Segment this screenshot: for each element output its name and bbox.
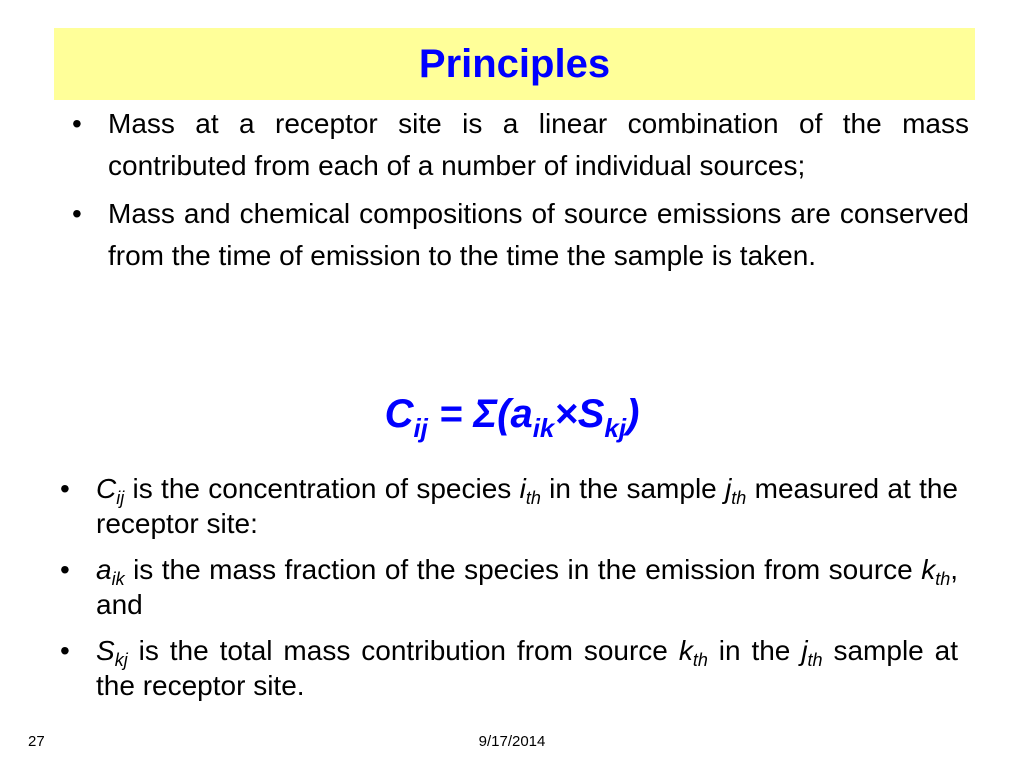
title-bar — [54, 28, 975, 100]
slide-number: 27 — [28, 733, 45, 750]
bullet-icon: • — [72, 108, 82, 139]
var-k-sub: th — [935, 569, 951, 589]
definition-text: in the — [707, 635, 802, 666]
definition-text: sample at the receptor site. — [96, 635, 959, 701]
bullet-icon: • — [60, 635, 70, 666]
formula-c-sub: ij — [413, 413, 428, 443]
bullet-icon: • — [72, 198, 82, 229]
var-i-sub: th — [525, 488, 541, 508]
list-item — [72, 193, 969, 277]
definitions-list — [60, 471, 958, 714]
bullet-icon: • — [60, 554, 70, 585]
symbol-a: a — [96, 554, 112, 585]
var-k-sub: th — [692, 650, 708, 670]
slide-date: 9/17/2014 — [478, 733, 546, 750]
list-item — [60, 633, 958, 703]
var-j: j — [725, 473, 732, 504]
formula-times: × — [554, 392, 578, 436]
definition-text: measured at the receptor site: — [96, 473, 959, 539]
slide-title: Principles — [418, 41, 611, 86]
bullet-icon: • — [60, 473, 70, 504]
symbol-a-sub: ik — [111, 569, 125, 589]
var-k: k — [921, 554, 936, 585]
var-j: j — [801, 635, 808, 666]
bullet-text: Mass at a receptor site is a linear combination of the mass contributed from each of a number of individual sources; — [108, 108, 969, 181]
bullet-text: Mass and chemical compositions of source emissions are conserved from the time of emission to the time the sample is taken. — [108, 198, 969, 271]
list-item — [60, 471, 958, 541]
symbol-s-sub: kj — [114, 650, 128, 670]
list-item — [72, 103, 969, 187]
formula-a-sub: ik — [532, 413, 555, 443]
definition-text: is the mass fraction of the species in the emission from source — [124, 554, 922, 585]
formula — [0, 388, 1024, 443]
var-j-sub: th — [731, 488, 747, 508]
principles-list — [72, 103, 969, 283]
definition-text: in the sample — [540, 473, 726, 504]
formula-s: S — [577, 392, 605, 436]
definition-text: , and — [96, 554, 958, 620]
list-item — [60, 552, 958, 622]
definition-text: is the concentration of species — [124, 473, 520, 504]
formula-c: C — [384, 392, 414, 436]
definition-text: is the total mass contribution from source — [127, 635, 679, 666]
symbol-s: S — [96, 635, 115, 666]
formula-close: ) — [626, 392, 640, 436]
symbol-c: C — [96, 473, 117, 504]
var-i: i — [519, 473, 526, 504]
var-k: k — [678, 635, 693, 666]
var-j-sub: th — [807, 650, 823, 670]
symbol-c-sub: ij — [116, 488, 125, 508]
formula-a: a — [510, 392, 533, 436]
formula-eq: = Σ( — [427, 392, 511, 436]
formula-s-sub: kj — [604, 413, 627, 443]
